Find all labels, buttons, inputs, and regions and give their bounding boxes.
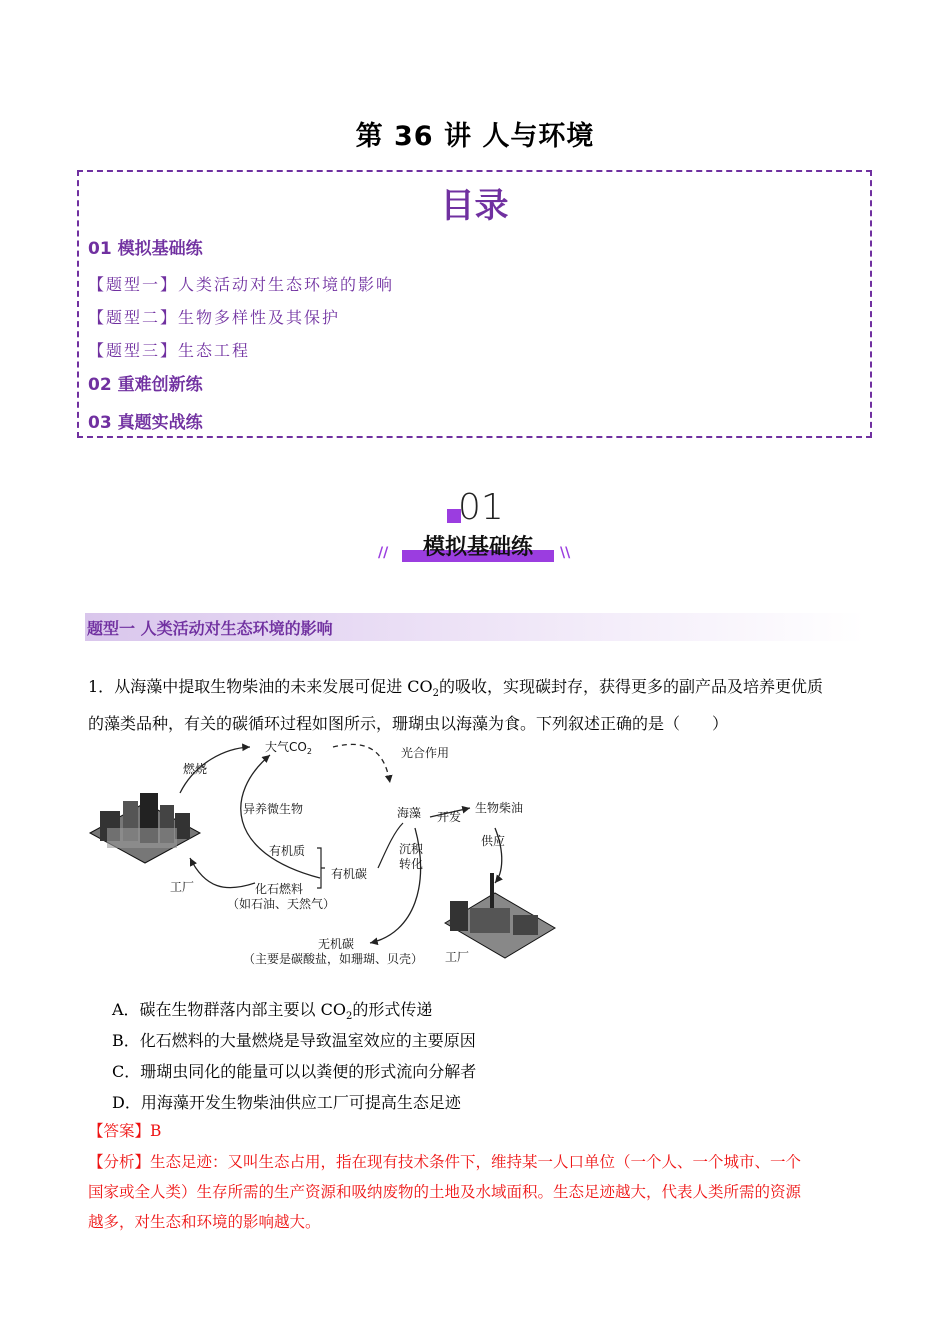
section-number: 01: [458, 487, 504, 528]
diagram-supply-label: 供应: [481, 834, 506, 848]
diagram-factory-left-label: 工厂: [170, 880, 195, 894]
diagram-organic-matter-label: 有机质: [269, 844, 306, 858]
slash-decoration-left: //: [378, 545, 389, 561]
option-c[interactable]: C．珊瑚虫同化的能量可以以粪便的形式流向分解者: [112, 1062, 477, 1081]
question-stem-part: 的吸收，实现碳封存，获得更多的副产品及培养更优质: [439, 677, 824, 696]
section-badge: [378, 487, 578, 570]
toc-item-02[interactable]: 02 重难创新练: [88, 375, 203, 395]
diagram-organic-carbon-label: 有机碳: [331, 867, 368, 881]
diagram-inorganic-note-label: （主要是碳酸盐，如珊瑚、贝壳）: [243, 952, 424, 966]
analysis-line: 国家或全人类）生存所需的生产资源和吸纳废物的土地及水域面积。生态足迹越大，代表人类所需的资源: [88, 1183, 802, 1201]
diagram-sediment-label: 沉积: [399, 842, 424, 856]
diagram-heterotroph-label: 异养微生物: [243, 802, 304, 816]
question-number: 1．: [88, 677, 115, 696]
page-title: 第 36 讲 人与环境: [355, 121, 595, 152]
diagram-fossil-note-label: （如石油、天然气）: [227, 897, 336, 911]
section-label: 模拟基础练: [422, 535, 533, 560]
question-stem-line2: 的藻类品种，有关的碳循环过程如图所示，珊瑚虫以海藻为食。下列叙述正确的是（ ）: [88, 714, 729, 734]
type-banner: [85, 613, 865, 641]
table-of-contents: [77, 170, 872, 438]
option-b[interactable]: B．化石燃料的大量燃烧是导致温室效应的主要原因: [112, 1031, 476, 1050]
carbon-cycle-diagram: [85, 733, 575, 973]
diagram-factory-right-label: 工厂: [445, 950, 470, 964]
diagram-inorganic-carbon-label: 无机碳: [318, 937, 355, 951]
analysis-block: [88, 1147, 868, 1237]
option-d[interactable]: D．用海藻开发生物柴油供应工厂可提高生态足迹: [112, 1093, 461, 1112]
diagram-fossil-fuel-label: 化石燃料: [255, 882, 304, 896]
option-a[interactable]: A．碳在生物群落内部主要以 $CO_2$的形式传递: [112, 1000, 433, 1023]
diagram-burning-label: 燃烧: [183, 762, 208, 776]
diagram-atmosphere-label: 大气$CO_2$: [265, 740, 312, 756]
toc-item-type3[interactable]: 【题型三】生态工程: [88, 341, 251, 360]
diagram-transform-label: 转化: [399, 857, 424, 871]
answer-value: B: [150, 1122, 162, 1140]
diagram-photosynthesis-label: 光合作用: [401, 746, 450, 760]
toc-item-type1[interactable]: 【题型一】人类活动对生态环境的影响: [88, 275, 395, 294]
slash-decoration-right: \\: [560, 545, 571, 561]
type-banner-text: 题型一 人类活动对生态环境的影响: [87, 619, 333, 638]
factory-left-icon: [90, 793, 200, 863]
analysis-line: 越多，对生态和环境的影响越大。: [88, 1213, 321, 1231]
toc-item-03[interactable]: 03 真题实战练: [88, 413, 203, 433]
analysis-line: 生态足迹：又叫生态占用，指在现有技术条件下，维持某一人口单位（一个人、一个城市、一个: [150, 1153, 802, 1171]
diagram-seaweed-label: 海藻: [397, 806, 422, 820]
diagram-biodiesel-label: 生物柴油: [475, 801, 524, 815]
question-stem-part: 从海藻中提取生物柴油的未来发展可促进 CO: [114, 677, 433, 696]
analysis-label: 【分析】: [88, 1153, 151, 1171]
toc-heading: 目录: [440, 186, 509, 226]
answer-line: [88, 1116, 868, 1146]
diagram-develop-label: 开发: [437, 810, 462, 824]
factory-right-icon: [445, 873, 555, 958]
subscript: 2: [432, 688, 440, 700]
toc-item-01[interactable]: 01 模拟基础练: [88, 239, 203, 259]
answer-label: 【答案】: [88, 1122, 151, 1140]
toc-item-type2[interactable]: 【题型二】生物多样性及其保护: [88, 308, 341, 327]
question-stem: [88, 672, 868, 739]
